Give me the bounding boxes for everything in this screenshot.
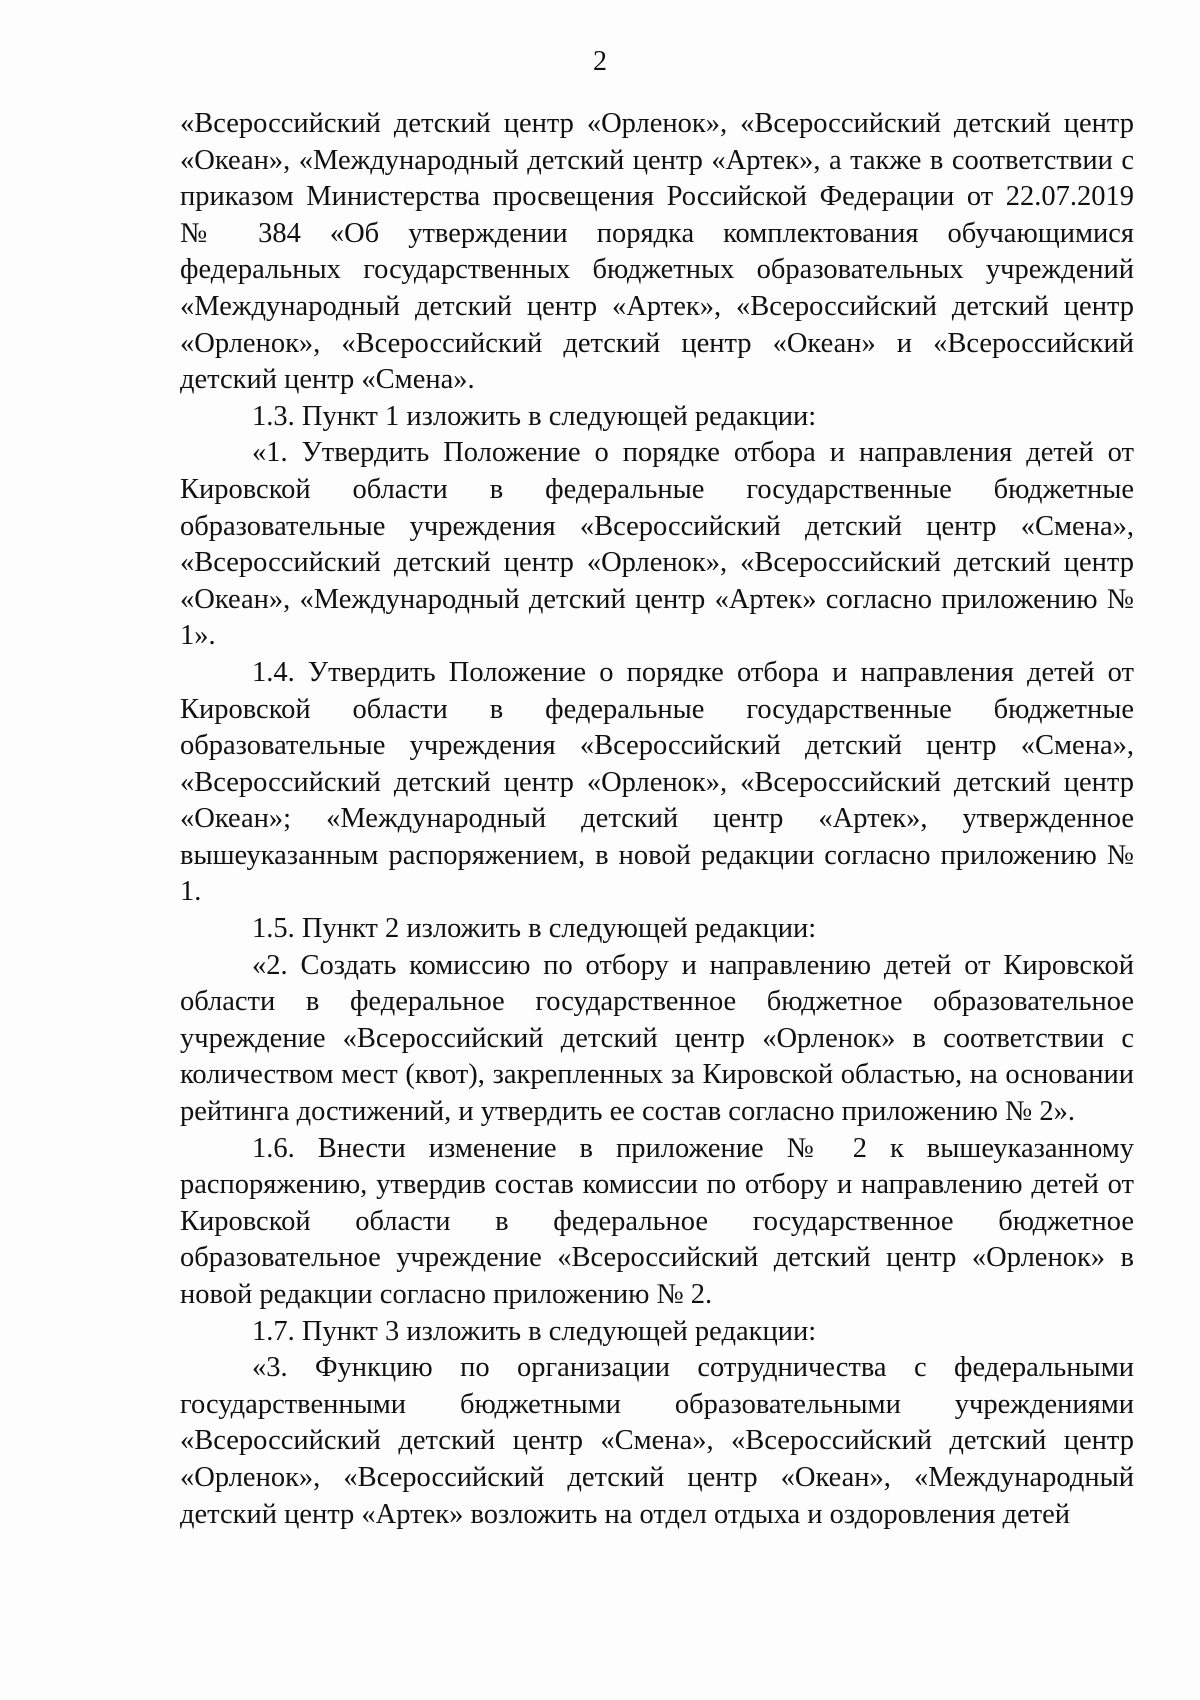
paragraph-1-7: 1.7. Пункт 3 изложить в следующей редакции:: [252, 1315, 817, 1347]
paragraph-point-2: «2. Создать комиссию по отбору и направлению детей от Кировской области в федеральное государственное бюджетное образовательное учреждение «Всероссийский детский центр «Орленок» в соответствии с количеством мест (квот), закрепленных за Кировской областью, на основании рейтинга достижений, и утвердить ее состав согласно приложению № 2».: [180, 949, 1134, 1128]
document-body: [180, 106, 1134, 1533]
paragraph-1-4: 1.4. Утвердить Положение о порядке отбора и направления детей от Кировской области в федеральные государственные бюджетные образовательные учреждения «Всероссийский детский центр «Смена», «Всероссийский детский центр «Орленок», «Всероссийский детский центр «Океан»; «Международный детский центр «Артек», утвержденное вышеуказанным распоряжением, в новой редакции согласно приложению № 1.: [180, 656, 1134, 908]
paragraph-point-1: «1. Утвердить Положение о порядке отбора и направления детей от Кировской области в федеральные государственные бюджетные образовательные учреждения «Всероссийский детский центр «Смена», «Всероссийский детский центр «Орленок», «Всероссийский детский центр «Океан», «Международный детский центр «Артек» согласно приложению № 1».: [180, 437, 1134, 652]
paragraph-continuation: «Всероссийский детский центр «Орленок», «Всероссийский детский центр «Океан», «Международный детский центр «Артек», а также в соответствии с приказом Министерства просвещения Российской Федерации от 22.07.2019 № 384 «Об утверждении порядка комплектования обучающимися федеральных государственных бюджетных образовательных учреждений «Международный детский центр «Артек», «Всероссийский детский центр «Орленок», «Всероссийский детский центр «Океан» и «Всероссийский детский центр «Смена».: [180, 108, 1134, 396]
paragraph-1-5: 1.5. Пункт 2 изложить в следующей редакции:: [252, 913, 817, 945]
paragraph-point-3: «3. Функцию по организации сотрудничества с федеральными государственными бюджетными образовательными учреждениями «Всероссийский детский центр «Смена», «Всероссийский детский центр «Орленок», «Всероссийский детский центр «Океан», «Международный детский центр «Артек» возложить на отдел отдыха и оздоровления детей: [180, 1352, 1134, 1530]
paragraph-1-6: 1.6. Внести изменение в приложение № 2 к вышеуказанному распоряжению, утвердив состав комиссии по отбору и направлению детей от Кировской области в федеральное государственное бюджетное образовательное учреждение «Всероссийский детский центр «Орленок» в новой редакции согласно приложению № 2.: [180, 1132, 1134, 1310]
page-number: 2: [593, 46, 607, 77]
paragraph-1-3: 1.3. Пункт 1 изложить в следующей редакции:: [252, 400, 817, 432]
